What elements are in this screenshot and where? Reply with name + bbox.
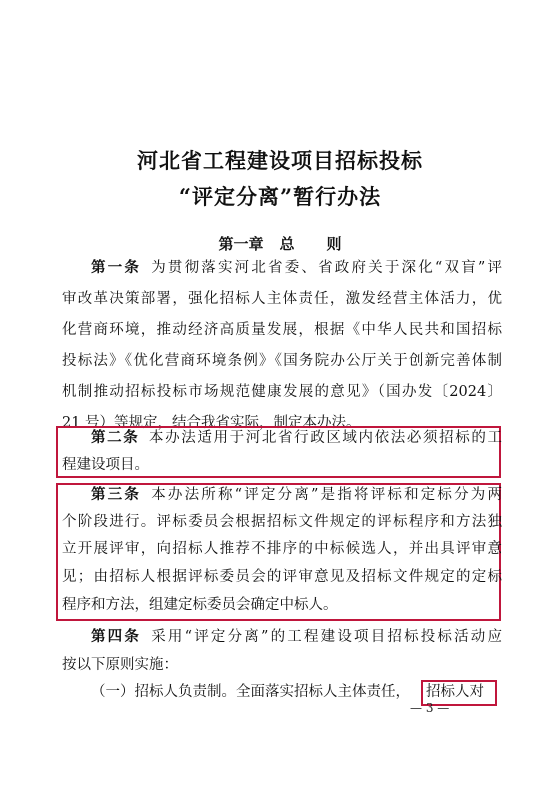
article1-line6: 21 号）等规定，结合我省实际，制定本办法。 — [62, 415, 361, 431]
item1-boxed-text: 招标人对 — [426, 684, 484, 700]
article4-line2: 按以下原则实施： — [62, 657, 178, 673]
article2-line2: 程建设项目。 — [62, 457, 149, 473]
chapter-number: 第一章 — [218, 235, 264, 253]
article3-line2: 个阶段进行。评标委员会根据招标文件规定的评标程序和方法独 — [62, 514, 502, 530]
article1-line4: 投标法》《优化营商环境条例》《国务院办公厅关于创新完善体制 — [62, 353, 502, 369]
article4-label: 第四条 — [91, 628, 142, 645]
chapter-title-char1: 总 — [279, 235, 295, 253]
article2-line1 — [91, 428, 502, 448]
article1-line1 — [91, 258, 502, 278]
article1-line3: 化营商环境，推动经济高质量发展，根据《中华人民共和国招标 — [62, 322, 502, 338]
page-number: — 3 — — [410, 701, 450, 715]
article4-text: 采用“评定分离”的工程建设项目招标投标活动应 — [149, 629, 502, 645]
article4-line1 — [91, 627, 502, 647]
article1-line5: 机制推动招标投标市场规范健康发展的意见》（国办发〔2024〕 — [62, 384, 502, 400]
article3-line3: 立开展评审，向招标人推荐不排序的中标候选人，并出具评审意 — [62, 541, 502, 557]
article3-text: 本办法所称“评定分离”是指将评标和定标分为两 — [149, 487, 502, 503]
document-title-line1: 河北省工程建设项目招标投标 — [137, 148, 423, 173]
article3-line5: 程序和方法，组建定标委员会确定中标人。 — [62, 597, 338, 613]
article1-line2: 审改革决策部署，强化招标人主体责任，激发经营主体活力，优 — [62, 291, 502, 307]
article1-label: 第一条 — [91, 259, 142, 276]
article2-label: 第二条 — [91, 429, 140, 446]
chapter-title-char2: 则 — [326, 235, 342, 253]
item1-text: （一）招标人负责制。全面落实招标人主体责任， — [91, 684, 410, 700]
article1-text: 为贯彻落实河北省委、省政府关于深化“双盲”评 — [149, 260, 502, 276]
article3-line1 — [91, 485, 502, 505]
article3-line4: 见；由招标人根据评标委员会的评审意见及招标文件规定的定标 — [62, 569, 502, 585]
article3-label: 第三条 — [91, 486, 142, 503]
document-title-line2: “评定分离”暂行办法 — [178, 184, 382, 209]
article2-text: 本办法适用于河北省行政区域内依法必须招标的工 — [147, 430, 503, 446]
chapter-heading — [0, 233, 560, 254]
